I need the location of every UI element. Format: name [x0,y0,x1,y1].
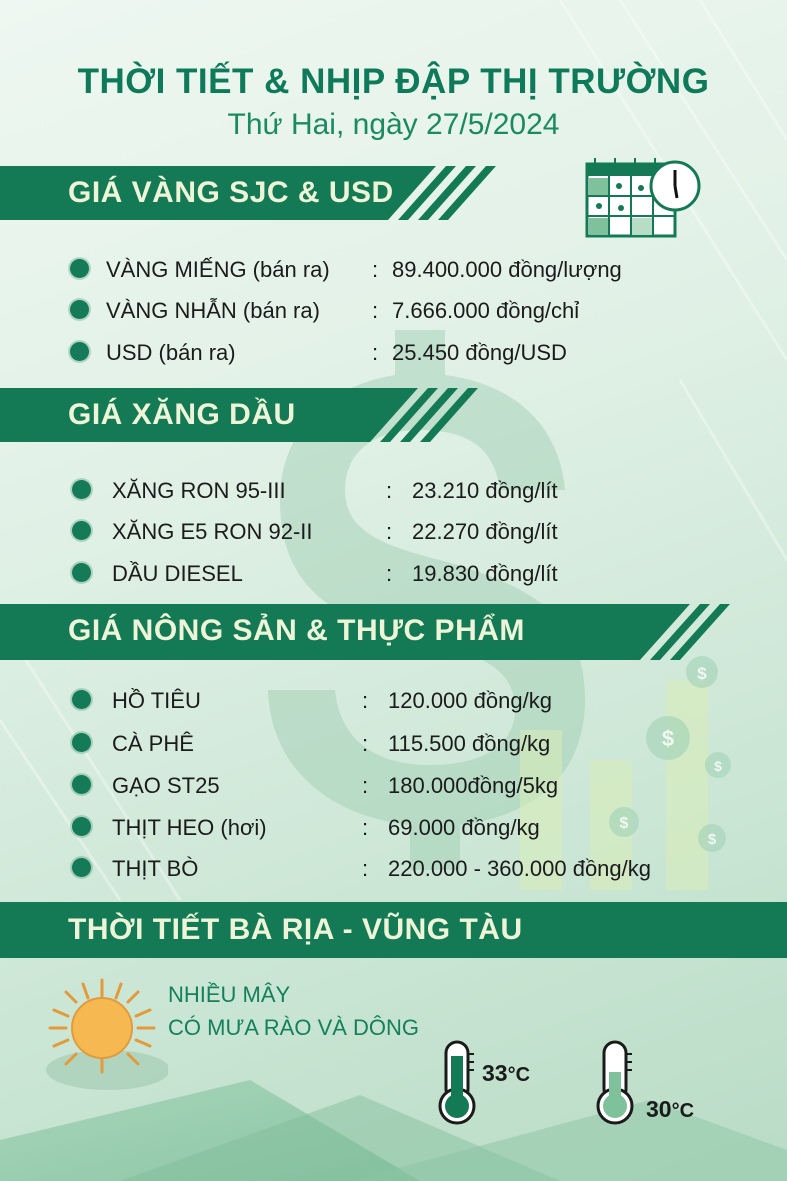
item-separator: : [386,519,393,544]
item-label: VÀNG NHẪN (bán ra) [106,298,320,323]
item-value: 69.000 đồng/kg [388,815,540,840]
item-value: 220.000 - 360.000 đồng/kg [388,856,652,881]
section-heading-agri: GIÁ NÔNG SẢN & THỰC PHẨM [68,614,525,647]
item-value: 22.270 đồng/lít [412,519,558,544]
svg-text:$: $ [707,831,717,848]
section-heading-weather: THỜI TIẾT BÀ RỊA - VŨNG TÀU [68,913,523,946]
item-label: XĂNG RON 95-III [112,478,286,503]
weather-condition-2: CÓ MƯA RÀO VÀ DÔNG [168,1015,420,1040]
item-separator: : [362,773,369,798]
list-item [72,851,732,885]
section-heading-gold: GIÁ VÀNG SJC & USD [68,176,394,209]
item-value: 180.000đồng/5kg [388,773,559,798]
list-item [72,768,722,802]
thermometer-low-icon [590,1040,640,1126]
sun-cloud-icon [38,972,168,1092]
item-separator: : [362,688,369,713]
section-banner-agri [0,604,740,658]
section-heading-fuel: GIÁ XĂNG DẦU [68,398,296,431]
item-value: 19.830 đồng/lít [412,561,558,586]
item-value: 25.450 đồng/USD [392,340,567,365]
item-label: XĂNG E5 RON 92-II [112,519,313,544]
item-label: DẦU DIESEL [112,561,243,586]
item-label: THỊT HEO (hơi) [112,815,267,840]
item-label: USD (bán ra) [106,340,236,365]
svg-text:$: $ [714,758,722,774]
bullet-icon [72,817,91,836]
svg-text:$: $ [697,664,707,683]
temperature-high-value: 33 [482,1060,508,1086]
item-label: GẠO ST25 [112,773,220,798]
list-item [72,473,722,507]
svg-text:$: $ [661,726,675,751]
temperature-high [482,1060,530,1087]
temperature-low-value: 30 [646,1096,672,1122]
bullet-icon [72,480,91,499]
item-separator: : [386,561,393,586]
item-label: CÀ PHÊ [112,731,194,756]
bullet-icon [72,733,91,752]
svg-text:$: $ [619,815,629,832]
item-separator: : [362,815,369,840]
bullet-icon [72,775,91,794]
list-item [72,514,722,548]
list-item [70,335,720,369]
temperature-low [646,1096,694,1123]
section-banner-weather [0,902,787,958]
bullet-icon [70,342,89,361]
bullet-icon [72,563,91,582]
item-label: HỒ TIÊU [112,688,201,713]
list-item [72,556,722,590]
bullet-icon [70,259,89,278]
item-separator: : [372,340,379,365]
bullet-icon [72,690,91,709]
list-item [72,683,722,717]
bullet-icon [72,858,91,877]
weather-condition-1: NHIỀU MÂY [168,982,291,1007]
item-value: 23.210 đồng/lít [412,478,558,503]
list-item [70,293,720,327]
list-item [70,252,720,286]
temperature-low-unit: °C [671,1100,695,1122]
item-value: 115.500 đồng/kg [388,731,551,756]
item-separator: : [362,731,369,756]
item-label: THỊT BÒ [112,856,199,881]
thermometer-high-icon [432,1040,482,1126]
temperature-high-unit: °C [507,1064,531,1086]
item-value: 89.400.000 đồng/lượng [392,257,622,282]
page-date: Thứ Hai, ngày 27/5/2024 [227,108,560,141]
calendar-clock-icon [585,158,703,240]
bullet-icon [72,521,91,540]
list-item [72,726,722,760]
list-item [72,810,722,844]
item-value: 120.000 đồng/kg [388,688,552,713]
item-value: 7.666.000 đồng/chỉ [392,298,580,323]
item-separator: : [362,856,369,881]
item-label: VÀNG MIẾNG (bán ra) [106,257,330,282]
item-separator: : [386,478,393,503]
section-banner-gold [0,166,500,220]
page-title: THỜI TIẾT & NHỊP ĐẬP THỊ TRƯỜNG [77,62,710,101]
item-separator: : [372,257,379,282]
bullet-icon [70,300,89,319]
section-banner-fuel [0,388,500,442]
item-separator: : [372,298,379,323]
